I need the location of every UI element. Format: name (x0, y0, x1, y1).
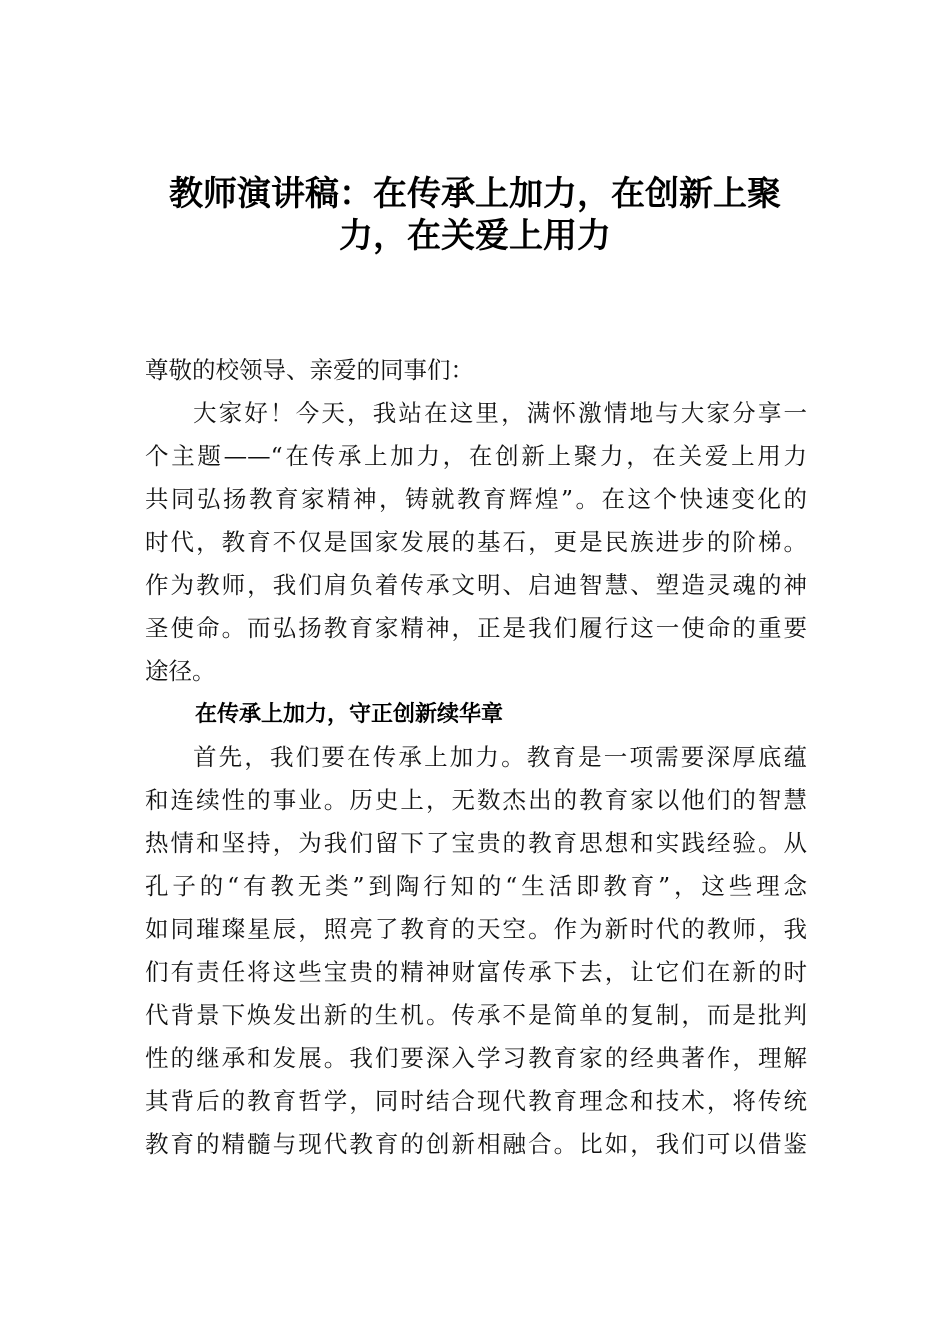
section-heading: 在传承上加力，守正创新续华章 (195, 702, 504, 727)
intro-line: 作为教师，我们肩负着传承文明、启迪智慧、塑造灵魂的神 (145, 571, 807, 599)
document-title-line-2: 力，在关爱上用力 (339, 216, 611, 256)
document-title-line-1: 教师演讲稿：在传承上加力，在创新上聚 (169, 174, 781, 214)
section-line: 们有责任将这些宝贵的精神财富传承下去，让它们在新的时 (145, 958, 807, 986)
section-line: 如同璀璨星辰，照亮了教育的天空。作为新时代的教师，我 (145, 915, 807, 943)
document-body (145, 349, 807, 1166)
section-line: 孔子的“有教无类”到陶行知的“生活即教育”，这些理念 (145, 872, 807, 900)
salutation: 尊敬的校领导、亲爱的同事们： (145, 356, 474, 384)
intro-line: 个主题——“在传承上加力，在创新上聚力，在关爱上用力 (145, 442, 807, 470)
intro-paragraph (145, 392, 807, 693)
section-paragraph (145, 736, 807, 1166)
section-line: 首先，我们要在传承上加力。教育是一项需要深厚底蕴 (193, 743, 807, 771)
intro-line: 途径。 (145, 657, 216, 685)
section-line: 其背后的教育哲学，同时结合现代教育理念和技术，将传统 (145, 1087, 807, 1115)
section-line: 代背景下焕发出新的生机。传承不是简单的复制，而是批判 (145, 1001, 807, 1029)
section-line: 性的继承和发展。我们要深入学习教育家的经典著作，理解 (145, 1044, 807, 1072)
intro-line: 大家好！今天，我站在这里，满怀激情地与大家分享一 (193, 399, 807, 427)
intro-line: 时代，教育不仅是国家发展的基石，更是民族进步的阶梯。 (145, 528, 807, 556)
section-line: 教育的精髓与现代教育的创新相融合。比如，我们可以借鉴 (145, 1130, 807, 1158)
intro-line: 圣使命。而弘扬教育家精神，正是我们履行这一使命的重要 (145, 614, 807, 642)
section-line: 热情和坚持，为我们留下了宝贵的教育思想和实践经验。从 (145, 829, 807, 857)
intro-line: 共同弘扬教育家精神，铸就教育辉煌”。在这个快速变化的 (145, 485, 807, 513)
section-line: 和连续性的事业。历史上，无数杰出的教育家以他们的智慧 (145, 786, 807, 814)
